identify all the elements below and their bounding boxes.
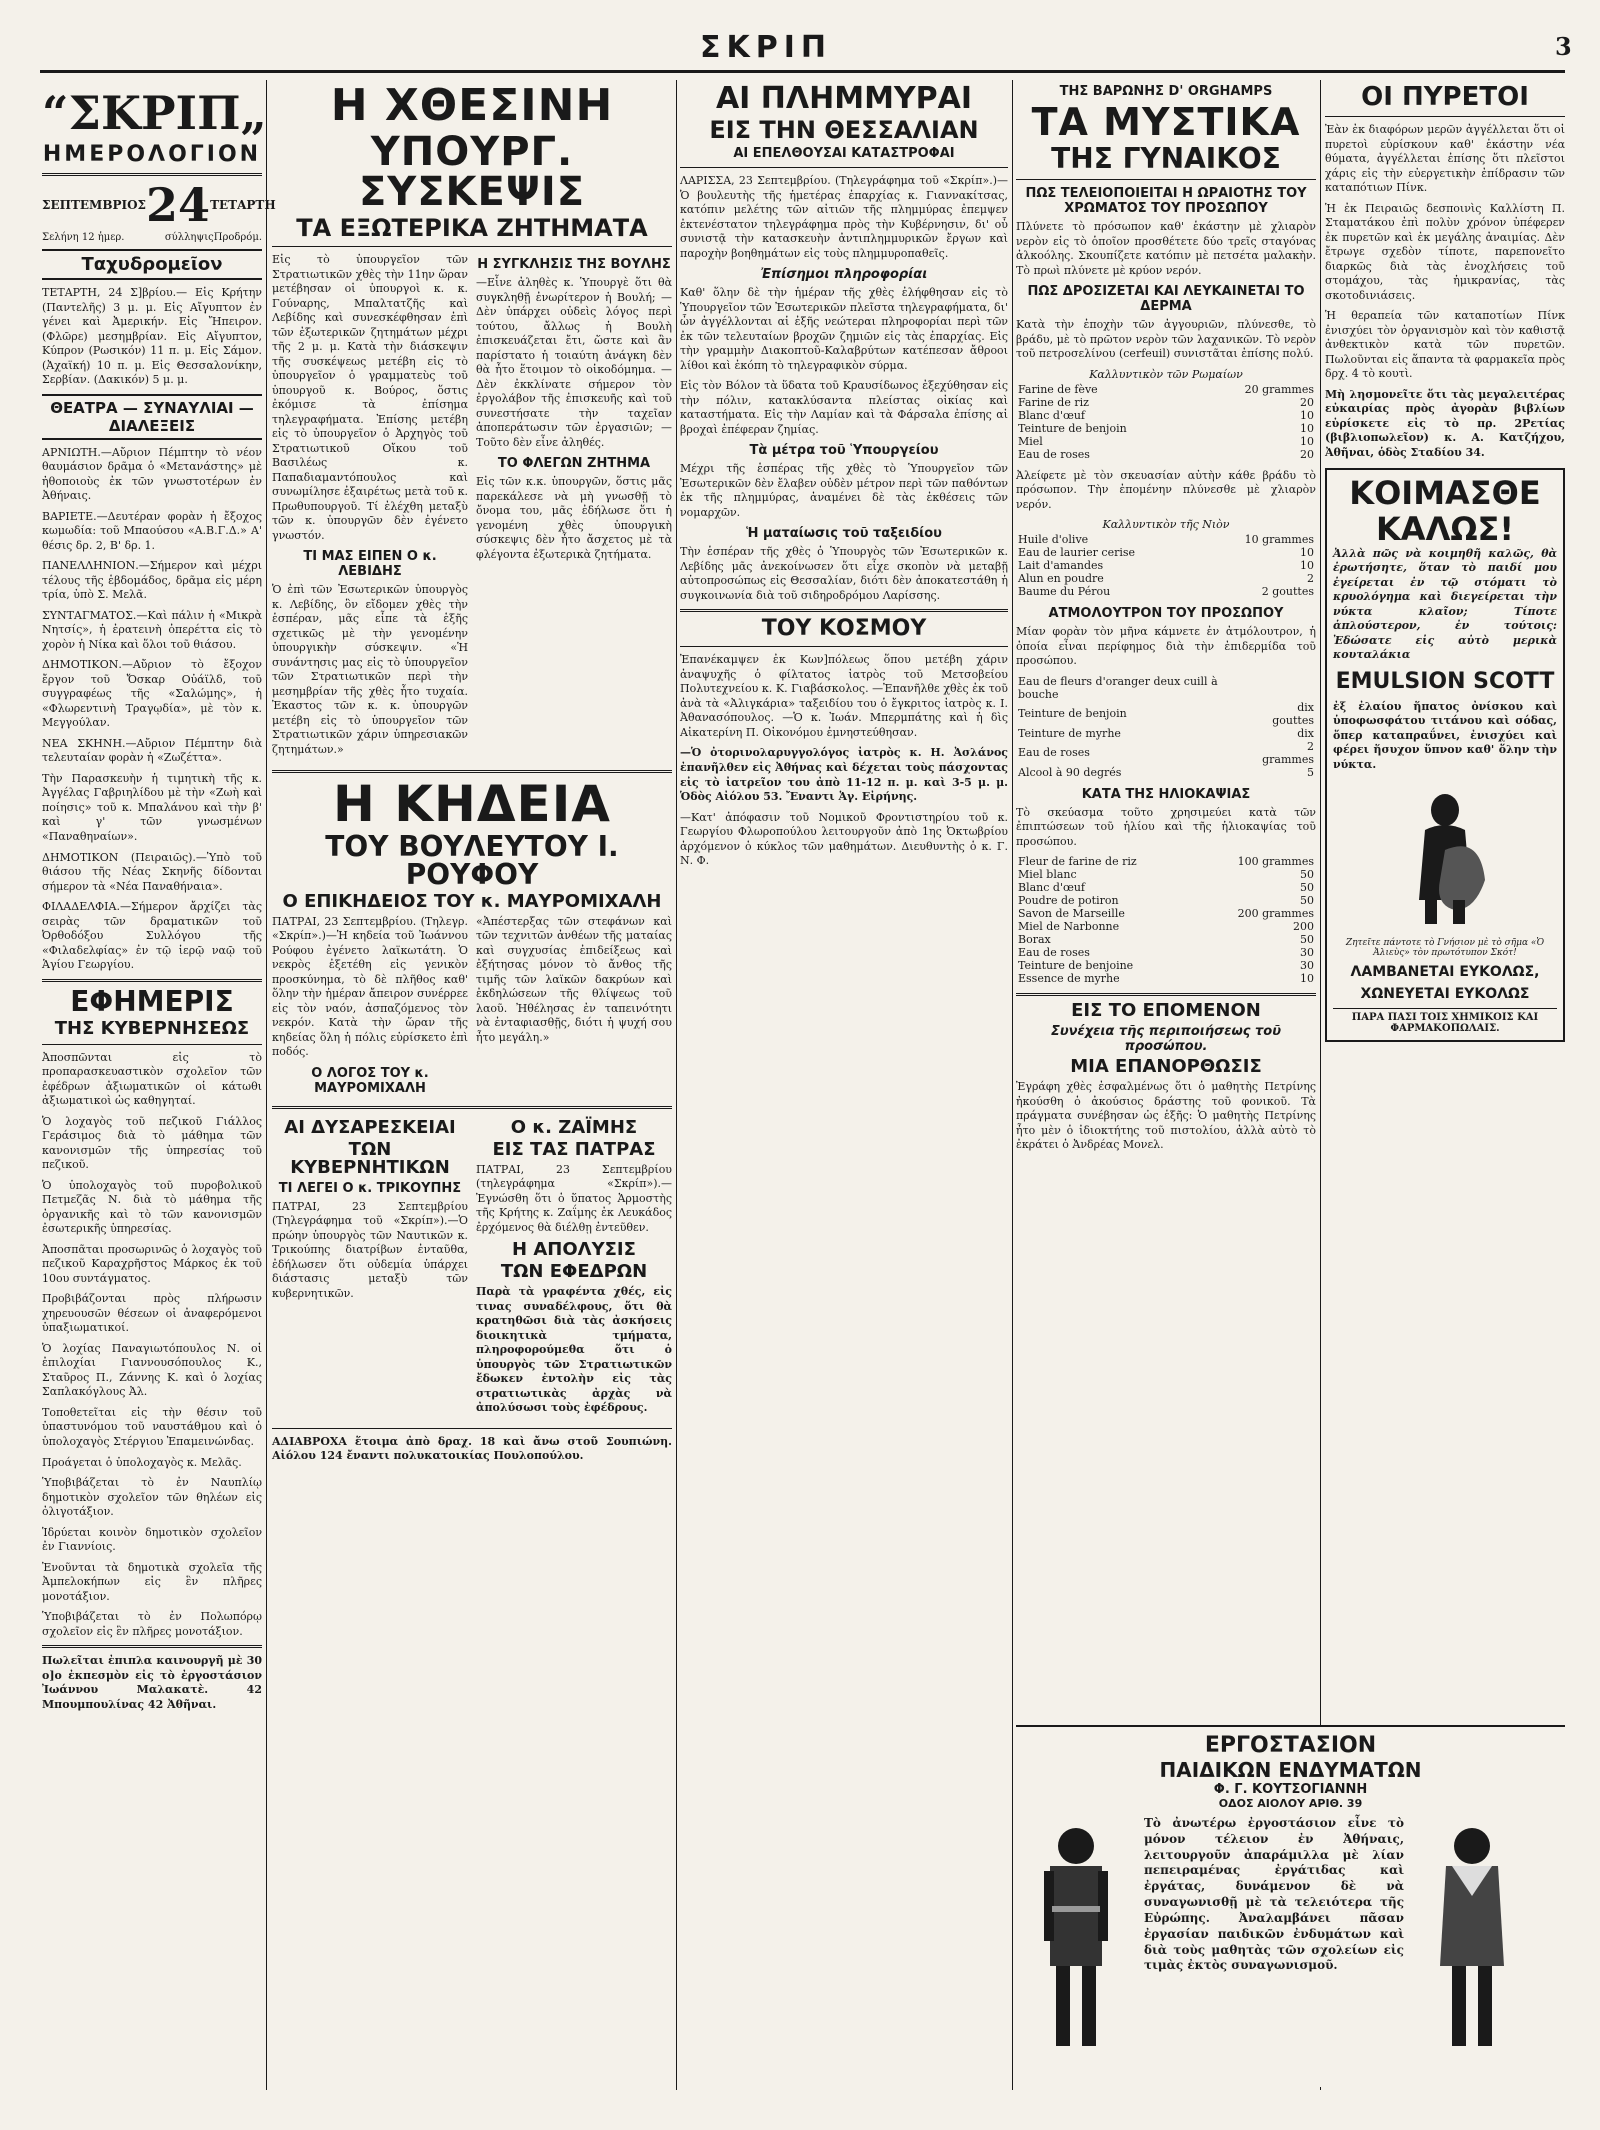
sailor-boy-figure-icon <box>1412 1816 1532 2066</box>
measures-text: Μέχρι τῆς ἑσπέρας τῆς χθὲς τὸ Ὑπουργεῖον τῶν Ἐσωτερικῶν δὲν ἔλαβεν οὐδὲν μέτρον περὶ τῶν παθόντων ἐκ τῆς πλημμύρας, ἀναμένει δὲ τὰς ἐκθέσεις τῶν νομαρχῶν. <box>680 462 1008 519</box>
tutoring-notice: —Κατ' ἀπόφασιν τοῦ Νομικοῦ Φροντιστηρίου τοῦ κ. Γεωργίου Φλωροπούλου λειτουργοῦν ἀπὸ 1ης Ὀκτωβρίου ἀρχόμενον ὁ κύκλος τῶν μαθημάτων. Διευθυντὴς ὁ κ. Γ. Ν. Φ. <box>680 810 1008 868</box>
ingredient: Miel de Narbonne <box>1018 920 1120 934</box>
gazette-item: Ὁ ὑπολοχαγὸς τοῦ πυροβολικοῦ Πετμεζᾶς Ν. διὰ τὸ μάθημα τῆς ὀργανικῆς καὶ τὸ τῶν κανονισμῶν ἐσωτερικῆς ὑπηρεσίας. <box>42 1178 262 1236</box>
right-subcolumn <box>476 915 672 1100</box>
two-col-block <box>272 1115 672 1422</box>
left-subcolumn <box>272 1115 468 1422</box>
ingredient: Savon de Marseille <box>1018 907 1125 921</box>
date-row <box>42 178 276 232</box>
burning-issue-title: ΤΟ ΦΛΕΓΩΝ ΖΗΤΗΜΑ <box>497 456 651 472</box>
steam-text: Μίαν φορὰν τὸν μῆνα κάμνετε ἐν ἀτμόλουτρον, ἡ ὁποία εἶναι περίφημος διὰ τὴν ἐπιδερμίδα τοῦ προσώπου. <box>1016 625 1316 668</box>
recipe-title: Καλλυντικὸν τῶν Ρωμαίων <box>1089 367 1243 381</box>
subhead-trikoupis: ΤΙ ΛΕΓΕΙ Ο κ. ΤΡΙΚΟΥΠΗΣ <box>278 1180 462 1196</box>
divider <box>1016 179 1316 180</box>
gazette-item: Προάγεται ὁ ὑπολοχαγὸς κ. Μελᾶς. <box>42 1455 242 1469</box>
gazette-item: Ὑποβιβάζεται τὸ ἐν Πολωπόρῳ σχολεῖον εἰς ἓν πλῆρες μονοτάξιον. <box>42 1610 262 1638</box>
weekday-label: ΤΕΤΑΡΤΗ <box>210 198 276 212</box>
theatre-item: ΝΕΑ ΣΚΗΝΗ.—Αὔριον Πέμπτην διὰ τελευταίαν φορὰν ἡ «Ζωζέττα». <box>42 736 262 765</box>
ad-sleep-title-2: ΚΑΛΩΣ! <box>1376 509 1514 548</box>
recipe-row <box>1016 448 1316 461</box>
gazette-item: Προβιβάζονται πρὸς πλήρωσιν χηρευουσῶν θέσεων οἱ ἀναφερόμενοι ὑπαξιωματικοί. <box>42 1292 262 1335</box>
recipe-row <box>1016 422 1316 435</box>
gazette-item: Ὁ λοχίας Παναγιωτόπουλος Ν. οἱ ἐπιλοχίαι Γιαννουσόπουλος Κ., Σταῦρος Π., Ζάννης Κ. καὶ ὁ λοχίας Σαπλακόγλους Ἀλ. <box>42 1341 262 1399</box>
divider <box>42 1645 262 1648</box>
two-col-block <box>272 253 672 764</box>
official-info-title: Ἐπίσημοι πληροφορίαι <box>760 267 928 283</box>
divider <box>680 646 1008 647</box>
post-title: Ταχυδρομεῖον <box>42 249 262 280</box>
ad-caption: Ζητεῖτε πάντοτε τὸ Γνήσιον μὲ τὸ σῆμα «Ὁ Ἀλιεὺς» τὸν πρωτότυπον Σκότ! <box>1345 938 1545 959</box>
divider <box>680 167 1008 168</box>
recipe-row <box>1016 959 1316 972</box>
moon-row <box>42 232 262 243</box>
quantity: 200 <box>1293 920 1314 934</box>
quantity: 10 <box>1300 408 1314 422</box>
ad-easy-take: ΛΑΜΒΑΝΕΤΑΙ ΕΥΚΟΛΩΣ, <box>1350 964 1540 981</box>
measures-title: Τὰ μέτρα τοῦ Ὑπουργείου <box>749 443 939 459</box>
ingredient: Teinture de benjoine <box>1018 959 1134 973</box>
quantity: 10 <box>1300 972 1314 986</box>
doctor-notice: —Ὁ ὀτορινολαρυγγολόγος ἰατρὸς κ. Η. Ἀσλάνος ἐπανῆλθεν εἰς Ἀθήνας καὶ δέχεται τοὺς πάσχοντας εἰς τὸ ἰατρεῖον του ἀπὸ 11-12 π. μ. καὶ 3-5 μ. μ. Ὁδὸς Αἰόλου 53. Ἔναντι Ἁγ. Εἰρήνης. <box>680 746 1008 804</box>
levidis-text: Ὁ ἐπὶ τῶν Ἐσωτερικῶν ὑπουργὸς κ. Λεβίδης, ὃν εἴδομεν χθὲς τὴν ἑσπέραν, μᾶς εἶπε τὰ ἑξῆς σχετικῶς μὲ τὴν γενομένην ὑπουργικὴν σύσκεψιν. «Ἡ συνάντησις μας εἰς τὸ ὑπουργεῖον τῶν Στρατιωτικῶν περὶ τὴν μεσημβρίαν τῆς χθὲς ἦτο τυχαία. Ἐκαστος τῶν κ. κ. ὑπουργῶν μετέβη εἰς τὸ ὑπουργεῖον τῶν Στρατιωτικῶν χάριν ὑπηρεσιακῶν ζητημάτων.» <box>272 583 468 756</box>
boy-figure-icon <box>1016 1816 1136 2066</box>
gazette-item: Ὑποβιβάζεται τὸ ἐν Ναυπλίῳ δημοτικὸν σχολεῖον τῶν θηλέων εἰς ὀλιγοτάξιον. <box>42 1476 262 1519</box>
gazette-item: Ὁ λοχαγὸς τοῦ πεζικοῦ Γιάλλος Γεράσιμος διὰ τὸ μάθημα τῶν κανονισμῶν τῆς ὑπηρεσίας τοῦ πεζικοῦ. <box>42 1114 262 1172</box>
subhead-eulogy: Ο ΕΠΙΚΗΔΕΙΟΣ ΤΟΥ κ. ΜΑΥΡΟΜΙΧΑΛΗ <box>282 890 662 912</box>
headline-secrets-2: ΤΗΣ ΓΥΝΑΙΚΟΣ <box>1051 142 1281 175</box>
parliament-title: Η ΣΥΓΚΛΗΣΙΣ ΤΗΣ ΒΟΥΛΗΣ <box>477 257 671 272</box>
ingredient: Eau de roses <box>1018 746 1090 760</box>
gazette-title: ΕΦΗΜΕΡΙΣ <box>70 984 234 1018</box>
calendar-title: ΗΜΕΡΟΛΟΓΙΟΝ <box>42 142 262 167</box>
post-text: ΤΕΤΑΡΤΗ, 24 Σ]βρίου.— Εἰς Κρήτην (Παντελῆς) 3 μ. μ. Εἰς Αἴγυπτον ἐν γένει καὶ Ἀμερικήν. Εἰς Ἤπειρον. (Φλῶρε) μεσημβρίαν. Εἰς Αἴγυπτον, Κύπρον (Ρωσικόν) 11 π. μ. Εἰς Σάμον. (Ἀχαϊκή) 10 π. μ. Εἰς Θεσσαλονίκην, Σερβίαν. (Δακικόν) 5 μ. μ. <box>42 286 262 387</box>
fevers-text-3: Ἡ θεραπεία τῶν καταποτίων Πίνκ ἐνισχύει τὸν ὀργανισμὸν καὶ τὸν καθιστᾷ ἀνθεκτικὸν κατὰ τῶν πυρετῶν. Πωλοῦνται εἰς ἅπαντα τὰ φαρμακεῖα πρὸς δρχ. 4 τὸ κουτὶ. <box>1325 309 1565 381</box>
trip-cancel-text: Τὴν ἑσπέραν τῆς χθὲς ὁ Ὑπουργὸς τῶν Ἐσωτερικῶν κ. Λεβίδης μᾶς ἀνεκοίνωσεν ὅτι εἶχε σκοπὸν νὰ μεταβῇ αὐτοπροσώπως εἰς Θεσσαλίαν, διότι δὲν ἀποκατεστάθη ἡ συγκοινωνία διὰ τοῦ σιδηροδρόμου Λαρίσσης. <box>680 545 1008 602</box>
ingredient: Lait d'amandes <box>1018 559 1104 573</box>
ingredient: Alcool à 90 degrés <box>1018 765 1122 779</box>
subhead-refresh: ΠΩΣ ΔΡΟΣΙΖΕΤΑΙ ΚΑΙ ΛΕΥΚΑΙΝΕΤΑΙ ΤΟ ΔΕΡΜΑ <box>1027 284 1305 315</box>
discontent-text: ΠΑΤΡΑΙ, 23 Σεπτεμβρίου (Τηλεγράφημα τοῦ «Σκρίπ»).—Ὁ πρώην ὑπουργὸς τῶν Ναυτικῶν κ. Τρικούπης διατρίβων ἐνταῦθα, ἐδήλωσεν ὅτι οὐδεμία ὑπάρχει διάστασις μεταξὺ τῶν κυβερνητικῶν. <box>272 1199 468 1300</box>
recipe-steam <box>1016 675 1316 779</box>
quantity: 50 <box>1300 868 1314 882</box>
theatre-item: ΠΑΝΕΛΛΗΝΙΟΝ.—Σήμερον καὶ μέχρι τέλους τῆς ἑβδομάδος, δρᾶμα εἰς μέρη τρία, ὑπὸ Σ. Μελᾶ. <box>42 559 262 602</box>
recipe-row <box>1016 585 1316 598</box>
divider <box>680 609 1008 612</box>
headline-discharge: Η ΑΠΟΛΥΣΙΣ <box>512 1239 636 1261</box>
recipe-note: Ἀλείφετε μὲ τὸν σκευασίαν αὐτὴν κάθε βράδυ τὸ πρόσωπον. Τὴν ἐπομένην πλύνεσθε μὲ χλιαρὸν νερόν. <box>1016 468 1316 511</box>
gazette-item: Ἀποσπῶνται εἰς τὸ προπαρασκευαστικὸν σχολεῖον τῶν ἐφέδρων ἀξιωματικῶν οἱ κάτωθι ἀξιωματικοὶ ὡς καθηγηταί. <box>42 1050 262 1108</box>
quantity: 20 <box>1300 447 1314 461</box>
recipe-romans <box>1016 368 1316 461</box>
ingredient: Huile d'olive <box>1018 533 1089 547</box>
ingredient: Blanc d'œuf <box>1018 881 1085 895</box>
recipe-row <box>1016 701 1316 727</box>
subhead-foreign: ΤΑ ΕΞΩΤΕΡΙΚΑ ΖΗΤΗΜΑΤΑ <box>296 214 648 242</box>
gazette-subtitle: ΤΗΣ ΚΥΒΕΡΝΗΣΕΩΣ <box>54 1017 250 1039</box>
ad-sold-at: ΠΑΡΑ ΠΑΣΙ ΤΟΙΣ ΧΗΜΙΚΟΙΣ ΚΑΙ ΦΑΡΜΑΚΟΠΩΛΑΙΣ. <box>1333 1008 1557 1034</box>
theatre-item: ΦΙΛΑΔΕΛΦΙΑ.—Σήμερον ἄρχίζει τὰς σειρὰς τῶν δραματικῶν τοῦ Ὀρθοδόξου Συλλόγου τῆς «Φιλαδελφίας» ἐν τῷ ἱερῷ ναῷ τοῦ Ἁγίου Γεωργίου. <box>42 900 262 972</box>
ad-brand-text: ἐξ ἐλαίου ἥπατος ὀνίσκου καὶ ὑποφωσφάτου τιτάνου καὶ σόδας, ὅπερ καταπραΰνει, ἐνισχύει καὶ φέρει ἥσυχον ὕπνον καθ' ὅλην τὴν νύκτα. <box>1333 699 1557 771</box>
divider <box>42 979 262 982</box>
recipe-row <box>1016 894 1316 907</box>
moon-label: Σελήνη 12 ἡμερ. <box>42 232 125 243</box>
recipe-row <box>1016 572 1316 585</box>
gazette-list <box>42 1051 262 1640</box>
divider <box>272 1106 672 1109</box>
recipe-row <box>1016 727 1316 740</box>
factory-owner: Φ. Γ. ΚΟΥΤΣΟΓΙΑΝΝΗ <box>1213 1782 1368 1797</box>
ingredient: Eau de fleurs d'oranger deux cuill à bouche <box>1018 674 1218 701</box>
funeral-text: ΠΑΤΡΑΙ, 23 Σεπτεμβρίου. (Τηλεγρ. «Σκρίπ».)—Ἡ κηδεία τοῦ Ἰωάννου Ρούφου ἐγένετο λαϊκωτάτη. Ὁ νεκρὸς ἐξετέθη εἰς γενικὸν προσκύνημα, τὸ δὲ πλῆθος καθ' ὅλην τὴν ἡμέραν ἄπειρον συνέρρεε εἰς τὸν ναόν, ἀσπαζόμενος τὸν νεκρόν. Κατὰ τὴν ὥραν τῆς κηδείας ὅλη ἡ πόλις εὑρίσκετο ἐπὶ ποδός. <box>272 914 468 1059</box>
gazette-item: Τοποθετεῖται εἰς τὴν θέσιν τοῦ ὑπαστυνόμου τοῦ ναυστάθμου καὶ ὁ ὑπολοχαγὸς Στέργιου Ἐπαμεινώνδας. <box>42 1405 262 1448</box>
theatre-list <box>42 446 262 973</box>
ad-sleep-title: ΚΟΙΜΑΣΘΕ <box>1349 474 1541 513</box>
quantity: 2 grammes <box>1262 739 1314 766</box>
recipe-nion <box>1016 518 1316 598</box>
recipe-row <box>1016 383 1316 396</box>
cabinet-text: Εἰς τὸ ὑπουργεῖον τῶν Στρατιωτικῶν χθὲς τὴν 11ην ὥραν μετέβησαν οἱ ὑπουργοὶ κ. κ. Γούναρης, Μπαλτατζῆς καὶ Λεβίδης καὶ συνεσκέφθησαν ἐπὶ τῶν ἐξωτερικῶν ζητημάτων μέχρι τῆς 2 μ. μ. Κατὰ τὴν διάσκεψιν τῆς συσκέψεως μετέβη εἰς τὸ ὑπουργεῖον ὁ γραμματεὺς τοῦ ὑπουργοῦ κ. Βούρος, ὅστις ἐκόμισε τὰ ἐπίσημα τηλεγραφήματα. Ἐπίσης μετέβη εἰς τὸ ὑπουργεῖον ὁ Ἀρχηγὸς τοῦ Στρατιωτικοῦ Οἴκου τοῦ Βασιλέως κ. Παπαδιαμαντόπουλος καὶ συνωμίλησε ἐξαιρέτως μετὰ τοῦ κ. Πρωθυπουργοῦ. Τί ἐλέχθη μεταξὺ τῶν κ. ὑπουργῶν δὲν ἐγένετο γνωστόν. <box>272 253 468 542</box>
correction-text: Ἐγράφη χθὲς ἐσφαλμένως ὅτι ὁ μαθητὴς Πετρίνης ἠκούσθη ὁ ἀκούσιος δράστης τοῦ φονικοῦ. Τὰ πράγματα συνέβησαν ὡς ἑξῆς: Ὁ μαθητὴς Πετρίνης ἦτο μὲν ὁ ἰδιοκτήτης τοῦ πιστολίου, ἀλλὰ αὐτὸ τὸ ἐκράτει ὁ Ἀνδρέας Μονελ. <box>1016 1080 1316 1152</box>
theatre-item: ΑΡΝΙΩΤΗ.—Αὔριον Πέμπτην τὸ νέον θαυμάσιον δρᾶμα ὁ «Μετανάστης» μὲ ἠθοποιοὺς ἐκ τῶν γνωστοτέρων ἐν Ἀθήναις. <box>42 445 262 503</box>
ingredient: Farine de fève <box>1018 382 1098 396</box>
ingredient: Borax <box>1018 933 1051 947</box>
furniture-ad: Πωλεῖται ἐπιπλα καινουργῆ μὲ 30 ο]ο ἐκπεσμὸν εἰς τὸ ἐργοστάσιον Ἰωάννου Μαλακατὲ. 42 Μπουμπουλίνας 42 Ἀθῆναι. <box>42 1654 262 1711</box>
column-calendar <box>42 80 276 2090</box>
divider <box>272 1428 672 1429</box>
floods-text-3: Εἰς τὸν Βόλον τὰ ὕδατα τοῦ Κραυσίδωνος ἐξεχύθησαν εἰς τὴν πόλιν, κατακλύσαντα πλείστας οἰκίας καὶ καταστήματα. Εἰς τὴν Λαμίαν καὶ τὰ Φάρσαλα ἐπίσης αἱ βροχαὶ ἐπέφεραν ζημίας. <box>680 379 1008 436</box>
quantity: 100 grammes <box>1237 855 1314 869</box>
left-subcolumn <box>272 253 468 764</box>
parliament-text: —Εἶνε ἀληθὲς κ. Ὑπουργὲ ὅτι θὰ συγκληθῇ ἐνωρίτερον ἡ Βουλή; —Δὲν ὑπάρχει οὐδεὶς λόγος περὶ τούτου, ἄλλως ἡ Βουλὴ ἐπισκευάζεται ἔτι, ὥστε καὶ ἂν παρίστατο ἡ τοιαύτη ἀνάγκη δὲν θὰ ἦτο ἕτοιμον τὸ οἰκοδόμημα. —Δὲν ἐκκλίνατε σήμερον τὸν ἐργολάβον τῆς ἐπισκευῆς καὶ τοῦ συνεστήσατε τὴν ταχεῖαν ἀποπεράτωσιν τῶν ἐργασιῶν; —Τοῦτο δὲν εἶνε ἀληθές. <box>476 276 672 449</box>
ingredient: Eau de laurier cerise <box>1018 546 1136 560</box>
headline-discharge-2: ΤΩΝ ΕΦΕΔΡΩΝ <box>500 1261 648 1283</box>
quantity: 10 <box>1300 434 1314 448</box>
factory-title-2: ΠΑΙΔΙΚΩΝ ΕΝΔΥΜΑΤΩΝ <box>1159 1758 1422 1782</box>
ingredient: Poudre de potiron <box>1018 894 1119 908</box>
recipe-row <box>1016 855 1316 868</box>
next-issue-title: ΕΙΣ ΤΟ ΕΠΟΜΕΝΟΝ <box>1071 1000 1261 1022</box>
subhead-sunburn: ΚΑΤΑ ΤΗΣ ΗΛΙΟΚΑΨΙΑΣ <box>1081 786 1251 802</box>
left-subcolumn <box>272 915 468 1100</box>
quantity: 2 <box>1307 572 1314 586</box>
headline-cabinet: Η ΧΘΕΣΙΝΗ <box>330 80 614 131</box>
divider <box>42 1044 262 1045</box>
subhead-complexion: ΠΩΣ ΤΕΛΕΙΟΠΟΙΕΙΤΑΙ Η ΩΡΑΙΟΤΗΣ ΤΟΥ ΧΡΩΜΑΤΟΣ ΤΟΥ ΠΡΟΣΩΠΟΥ <box>1025 186 1307 216</box>
theatre-title: ΘΕΑΤΡΑ — ΣΥΝΑΥΛΙΑΙ — ΔΙΑΛΕΞΕΙΣ <box>42 394 262 440</box>
column-politics <box>272 80 672 2090</box>
recipe-row <box>1016 396 1316 409</box>
quantity: 50 <box>1300 933 1314 947</box>
factory-title: ΕΡΓΟΣΤΑΣΙΟΝ <box>1204 1733 1377 1758</box>
quantity: dix <box>1297 726 1314 740</box>
recipe-row <box>1016 766 1316 779</box>
quantity: 200 grammes <box>1237 907 1314 921</box>
gazette-item: Ἀποσπᾶται προσωρινῶς ὁ λοχαγὸς τοῦ πεζικοῦ Καραχρῆστος Μάρκος ἐκ τοῦ 10ου συντάγματος. <box>42 1242 262 1285</box>
factory-text: Τὸ ἀνωτέρω ἐργοστάσιον εἶνε τὸ μόνον τέλειον ἐν Ἀθήναις, λειτουργοῦν ἀπαράμιλλα μὲ λίαν πεπειραμένας ἐργάτιδας καὶ ἐργάτας, δυνάμενον δὲ νὰ συναγωνισθῇ μὲ τὰ τελειότερα τῆς Εὐρώπης. Ἀναλαμβάνει πᾶσαν ἐργασίαν παιδικῶν ἐνδυμάτων καὶ διὰ τοὺς μαθητὰς τῶν σχολείων εἰς τιμὰς ἐκτὸς συναγωνισμοῦ. <box>1144 1816 1404 1973</box>
right-subcolumn <box>476 1115 672 1422</box>
two-col-block <box>272 915 672 1100</box>
month-label: ΣΕΠΤΕΜΒΡΙΟΣ <box>42 198 147 212</box>
headline-fevers: ΟΙ ΠΥΡΕΤΟΙ <box>1361 82 1529 112</box>
theatre-item: ΔΗΜΟΤΙΚΟΝ.—Αὔριον τὸ ἔξοχον ἔργον τοῦ Ὄσκαρ Οὐάϊλδ, τοῦ συγγραφέως τῆς «Σαλώμης», ἡ «Φλωρεντινὴ Τραγῳδία», μὲ τὸν κ. Μεγγούλαν. <box>42 658 262 730</box>
column-rule <box>266 80 267 2090</box>
quantity: 30 <box>1300 946 1314 960</box>
day-number: 24 <box>146 178 211 232</box>
page-number: 3 <box>1555 32 1572 61</box>
ingredient: Miel blanc <box>1018 868 1077 882</box>
complexion-text: Πλύνετε τὸ πρόσωπον καθ' ἑκάστην μὲ χλιαρὸν νερὸν εἰς τὸ ὁποῖον προσθέτετε δύο τρεῖς σταγόνας ἀλκοόλης. Σκουπίζετε κατόπιν μὲ πετσέτα μαλακὴν. Τὸ πρωὶ πλύνετε μὲ κρύον νερόν. <box>1016 220 1316 277</box>
gazette-item: Ἱδρύεται κοινὸν δημοτικὸν σχολεῖον ἐν Γιαννίοις. <box>42 1525 262 1554</box>
recipe-row <box>1016 546 1316 559</box>
masthead-name: ΣΚΡΙΠ <box>700 30 832 65</box>
clothing-factory-ad <box>1016 1725 1565 2087</box>
top-rule <box>40 70 1565 73</box>
headline-zaimis: Ο κ. ΖΑΪΜΗΣ <box>510 1116 638 1138</box>
fisherman-illustration-icon <box>1385 780 1505 930</box>
headline-zaimis-2: ΕΙΣ ΤΑΣ ΠΑΤΡΑΣ <box>492 1138 656 1160</box>
paper-title: “ΣΚΡΙΠ„ <box>42 86 267 140</box>
theatre-item: ΣΥΝΤΑΓΜΑΤΟΣ.—Καὶ πάλιν ἡ «Μικρὰ Νητσίς», ἡ ἐρατεινὴ ὀπερέττα εἰς τὸ χορὸν ἡ Νίκα καὶ ὅλοι τοῦ θιάσου. <box>42 608 262 651</box>
recipe-row <box>1016 946 1316 959</box>
burning-issue-text: Εἰς τῶν κ.κ. ὑπουργῶν, ὅστις μᾶς παρεκάλεσε νὰ μὴ γνωσθῇ τὸ ὄνομα του, μᾶς ἐδήλωσε ὅτι ἡ γενομένη χθὲς ὑπουργικὴ σύσκεψις δὲν ἦτο ἄσχετος μὲ τὰ φλέγοντα ἐξωτερικὰ ζητήματα. <box>476 475 672 561</box>
recipe-row <box>1016 881 1316 894</box>
books-notice: Μὴ λησμονεῖτε ὅτι τὰς μεγαλειτέρας εὐκαιρίας πρὸς ἀγορὰν βιβλίων εὑρίσκετε εἰς τὸ πρ. 2Ρετίας (βιβλιοπωλεῖον) κ. Α. Κατζήχου, Ἀθῆναι, ὁδὸς Σταδίου 34. <box>1325 387 1565 459</box>
zaimis-text: ΠΑΤΡΑΙ, 23 Σεπτεμβρίου (τηλεγράφημα «Σκρίπ»).—Ἐγνώσθη ὅτι ὁ ὕπατος Ἁρμοστὴς τῆς Κρήτης κ. Ζαΐμης ἐκ Λευκάδος ἐρχόμενος θὰ διέλθῃ ἐντεῦθεν. <box>476 1162 672 1234</box>
raincoat-ad: ΑΔΙΑΒΡΟΧΑ ἕτοιμα ἀπὸ δραχ. 18 καὶ ἄνω στοῦ Σουπιώνη. Αἰόλου 124 ἔναντι πολυκατοικίας Πουλοπούλου. <box>272 1434 672 1463</box>
quantity: 10 <box>1300 559 1314 573</box>
quantity: 10 grammes <box>1244 533 1314 547</box>
quantity: 30 <box>1300 959 1314 973</box>
recipe-row <box>1016 933 1316 946</box>
quantity: 50 <box>1300 881 1314 895</box>
next-issue-text: Συνέχεια τῆς περιποιήσεως τοῦ προσώπου. <box>1050 1024 1281 1055</box>
column-floods <box>680 80 1008 2090</box>
fevers-text-2: Ἡ ἐκ Πειραιῶς δεσποινὶς Καλλίστη Π. Σταματάκου ἐπὶ πολὺν χρόνον ὑπέφερεν ἐκ πυρετῶν καὶ ἐκ μεγάλης ἀναιμίας. Δὲν ἔτρωγε σχεδὸν τίποτε, παρεπονεῖτο διαρκῶς διὰ τὰς ἐνοχλήσεις τοῦ στομάχου, τὰς ἡμικρανίας, τὰς σκοτοδινιάσεις. <box>1325 201 1565 302</box>
theatre-item: ΔΗΜΟΤΙΚΟΝ (Πειραιῶς).—Ὑπὸ τοῦ θιάσου τῆς Νέας Σκηνῆς δίδονται σήμερον τὰ «Νέα Παναθήναια». <box>42 850 262 893</box>
recipe-row <box>1016 409 1316 422</box>
headline-secrets: ΤΑ ΜΥΣΤΙΚΑ <box>1031 100 1301 144</box>
sunburn-text: Τὸ σκεύασμα τοῦτο χρησιμεύει κατὰ τῶν ἐπιπτώσεων τοῦ ἡλίου καὶ τῆς ἡλιοκαψίας τοῦ προσώπου. <box>1016 805 1316 848</box>
factory-body <box>1016 1816 1565 2066</box>
eulogy-title: Ο ΛΟΓΟΣ ΤΟΥ κ. ΜΑΥΡΟΜΙΧΑΛΗ <box>311 1065 429 1096</box>
floods-text-1: ΛΑΡΙΣΣΑ, 23 Σεπτεμβρίου. (Τηλεγράφημα τοῦ «Σκρίπ».)—Ὁ βουλευτὴς τῆς ἡμετέρας ἐπαρχίας κ. Γιαννακίτσας, κατόπιν μελέτης τῶν αἰτιῶν τῆς πλημμύρας ἐπεμψεν ἐκτενέστατον τηλεγράφημα πρὸς τὴν Κυβέρνησιν, δι' οὗ συνιστᾷ τὴν κατασκευὴν ἀντιπλημμυρικῶν ἔργων καὶ παροχὴν βοηθημάτων εἰς τοὺς πλημμυροπαθεῖς. <box>680 174 1008 260</box>
recipe-row <box>1016 675 1316 701</box>
ad-easy-digest: ΧΩΝΕΥΕΤΑΙ ΕΥΚΟΛΩΣ <box>1360 986 1530 1003</box>
ingredient: Essence de myrhe <box>1018 972 1120 986</box>
ingredient: Teinture de benjoin <box>1018 421 1127 435</box>
recipe-row <box>1016 972 1316 985</box>
recipe-title: Καλλυντικὸν τῆς Νιὸν <box>1102 518 1230 532</box>
ingredient: Eau de roses <box>1018 447 1090 461</box>
fevers-text-1: Ἐὰν ἐκ διαφόρων μερῶν ἀγγέλλεται ὅτι οἱ πυρετοὶ εὑρίσκουν καθ' ἑκάστην νέα θύματα, ἀγγέλλεται ἐπίσης ὅτι πλεῖστοι χάρις εἰς τὴν εὐεργετικὴν ἐπίδρασιν τῶν καταπότιων Πίνκ. <box>1325 123 1565 195</box>
refresh-text: Κατὰ τὴν ἐποχὴν τῶν ἀγγουριῶν, πλύνεσθε, τὸ βράδυ, μὲ τὸ πρῶτον νερὸν τῶν λαχανικῶν. Τὸ νερὸν τοῦ πετροσελίνου (cerfeuil) συνιστᾶται ἐπίσης πολύ. <box>1016 318 1316 361</box>
eulogy-text: «Ἀπέστερξας τῶν στεφάνων καὶ τῶν τεχνιτῶν ἀνθέων τῆς ματαίας καὶ συγχυσίας ἐπιδείξεως καὶ ἐξήτησας μόνον τὸ ἄνθος τῆς τιμῆς τῶν λαϊκῶν δακρύων καὶ ἐκδηλώσεων τῆς θλίψεως τοῦ λαοῦ. Ἠθέλησας ἐν ταπεινότητι νὰ ἐνταφιασθῇς, διότι ἡ ψυχή σου ἦτο μεγάλη.» <box>476 914 672 1044</box>
headline-cabinet-2: ΥΠΟΥΡΓ. ΣΥΣΚΕΨΙΣ <box>358 129 586 215</box>
quantity: dix gouttes <box>1272 700 1314 727</box>
discharge-text: Παρὰ τὰ γραφέντα χθές, εἰς τινας συναδέλφους, ὅτι θὰ κρατηθῶσι διὰ τὰς ἀσκήσεις διοικητικὰ τμήματα, πληροφορούμεθα ὅτι ὁ ὑπουργὸς τῶν Στρατιωτικῶν ἔδωκεν ἐντολὴν εἰς τὰς στρατιωτικὰς ἀρχὰς νὰ ἀπολύσωσι τοὺς ἐφέδρους. <box>476 1285 672 1415</box>
correction-title: ΜΙΑ ΕΠΑΝΟΡΘΩΣΙΣ <box>1070 1056 1262 1078</box>
recipe-row <box>1016 907 1316 920</box>
divider <box>272 246 672 247</box>
trip-cancel-title: Ἡ ματαίωσις τοῦ ταξειδίου <box>746 526 942 542</box>
theatre-item: Τὴν Παρασκευὴν ἡ τιμητικὴ τῆς κ. Ἀγγέλας Γαβριηλίδου μὲ τὴν «Ζωὴ καὶ ποίησις» τοῦ κ. Μπαλάνου καὶ τὴν β' καὶ γ' τῶν γνωσμένων «Παναθηναίων». <box>42 771 262 843</box>
headline-floods-2: ΕΙΣ ΤΗΝ ΘΕΣΣΑΛΙΑΝ <box>709 116 979 144</box>
quantity: 50 <box>1300 894 1314 908</box>
factory-address: ΟΔΟΣ ΑΙΟΛΟΥ ΑΡΙΘ. 39 <box>1218 1797 1363 1810</box>
ingredient: Farine de riz <box>1018 395 1089 409</box>
recipe-row <box>1016 868 1316 881</box>
recipe-row <box>1016 559 1316 572</box>
headline-funeral-2: ΤΟΥ ΒΟΥΛΕΥΤΟΥ Ι. ΡΟΥΦΟΥ <box>325 829 619 891</box>
ingredient: Teinture de benjoin <box>1018 707 1127 721</box>
ingredient: Baume du Pérou <box>1018 585 1111 599</box>
column-rule <box>1012 80 1013 2090</box>
quantity: 2 gouttes <box>1261 585 1314 599</box>
theatre-item: ΒΑΡΙΕΤΕ.—Δευτέραν φορὰν ἡ ἔξοχος κωμωδία: τοῦ Μπαούσου «Α.Β.Γ.Δ.» Α' θέσις δρ. 2, Β' δρ. 1. <box>42 509 262 552</box>
divider <box>42 173 262 176</box>
recipe-row <box>1016 533 1316 546</box>
levidis-title: ΤΙ ΜΑΣ ΕΙΠΕΝ Ο κ. ΛΕΒΙΔΗΣ <box>303 549 437 580</box>
recipe-row <box>1016 740 1316 766</box>
headline-funeral: Η ΚΗΔΕΙΑ <box>333 774 611 833</box>
column-rule <box>676 80 677 2090</box>
ingredient: Miel <box>1018 434 1043 448</box>
quantity: 20 <box>1300 395 1314 409</box>
masthead <box>0 28 1600 70</box>
headline-discontent: ΑΙ ΔΥΣΑΡΕΣΚΕΙΑΙ <box>284 1116 456 1138</box>
recipe-sunburn <box>1016 855 1316 985</box>
headline-discontent-2: ΤΩΝ ΚΥΒΕΡΝΗΤΙΚΩΝ <box>290 1138 450 1178</box>
floods-text-2: Καθ' ὅλην δὲ τὴν ἡμέραν τῆς χθὲς ἐλήφθησαν εἰς τὸ Ὑπουργεῖον τῶν Ἐσωτερικῶν πλεῖστα τηλεγραφήματα, δι' ὧν ἀγγέλλονται αἱ ἐξῆς νεώτεραι πληροφορίαι περὶ τῶν ἐκ τῶν τελευταίων βροχῶν ζημιῶν εἰς τὰς ἐπαρχίας. Εἰς τὴν γραμμὴν Διακοπτοῦ-Καλαβρύτων κατέπεσαν ἄθροοι λίθοι καὶ ἐκόπη τὸ τηλεγραφικὸν σύρμα. <box>680 286 1008 372</box>
gazette-item: Ἐνοῦνται τὰ δημοτικὰ σχολεῖα τῆς Ἀμπελοκήπων εἰς ἓν πλῆρες μονοτάξιον. <box>42 1560 262 1603</box>
divider <box>1016 993 1316 996</box>
recipe-row <box>1016 435 1316 448</box>
quantity: 20 grammes <box>1244 382 1314 396</box>
feast-label: σύλληψιςΠροδρόμ. <box>164 232 262 243</box>
right-subcolumn <box>476 253 672 764</box>
ingredient: Fleur de farine de riz <box>1018 855 1137 869</box>
scott-ad <box>1325 468 1565 1042</box>
quantity <box>1250 675 1316 701</box>
recipe-row <box>1016 920 1316 933</box>
divider <box>272 770 672 773</box>
quantity: 5 <box>1307 765 1314 779</box>
quantity: 10 <box>1300 546 1314 560</box>
ad-brand: EMULSION SCOTT <box>1335 668 1555 694</box>
society-title: ΤΟΥ ΚΟΣΜΟΥ <box>761 616 927 642</box>
ingredient: Eau de roses <box>1018 946 1090 960</box>
subhead-steam: ΑΤΜΟΛΟΥΤΡΟΝ ΤΟΥ ΠΡΟΣΩΠΟΥ <box>1048 606 1284 622</box>
ingredient: Alun en poudre <box>1018 572 1104 586</box>
ingredient: Blanc d'œuf <box>1018 408 1085 422</box>
society-text: Ἐπανέκαμψεν ἐκ Κων]πόλεως ὅπου μετέβη χάριν ἀναψυχῆς ὁ φίλτατος ἰατρὸς τοῦ Μετσοβείου Πολυτεχνείου κ. Κ. Γιαβάσκολος. —Ἐπανῆλθε χθὲς ἐκ τοῦ ἀνὰ τὰ «Ἀλιγκάρια» ταξειδίου του ὁ ἔγκριτος ἰατρὸς κ. Ι. Ἀθανασόπουλος. —Ὁ κ. Ἰωάν. Μπερμπάτης καὶ ἡ δὶς Αἰκατερίνη Π. Οἰκονόμου ἐμνηστεύθησαν. <box>680 653 1008 739</box>
title-box <box>42 86 276 243</box>
subhead-disasters: ΑΙ ΕΠΕΛΘΟΥΣΑΙ ΚΑΤΑΣΤΡΟΦΑΙ <box>733 146 955 161</box>
ingredient: Teinture de myrhe <box>1018 726 1121 740</box>
ad-sleep-text: Ἀλλὰ πῶς νὰ κοιμηθῆ καλῶς, θὰ ἐρωτήσητε, ὅταν τὸ παιδί μου ἐγείρεται ἐν τῷ στόματι τὸ κρυολόγημα καὶ διεγείρεται τὴν νύκτα κλαῖον; Τίποτε ἁπλούστερον, ἐν τούτοις: Ἐδώσατε εἰς αὐτὸ μερικὰ κουταλάκια <box>1333 546 1557 662</box>
headline-floods: ΑΙ ΠΛΗΜΜΥΡΑΙ <box>715 81 973 116</box>
byline: ΤΗΣ ΒΑΡΩΝΗΣ D' ORGHAMPS <box>1059 84 1273 99</box>
quantity: 10 <box>1300 421 1314 435</box>
divider <box>1325 116 1565 117</box>
